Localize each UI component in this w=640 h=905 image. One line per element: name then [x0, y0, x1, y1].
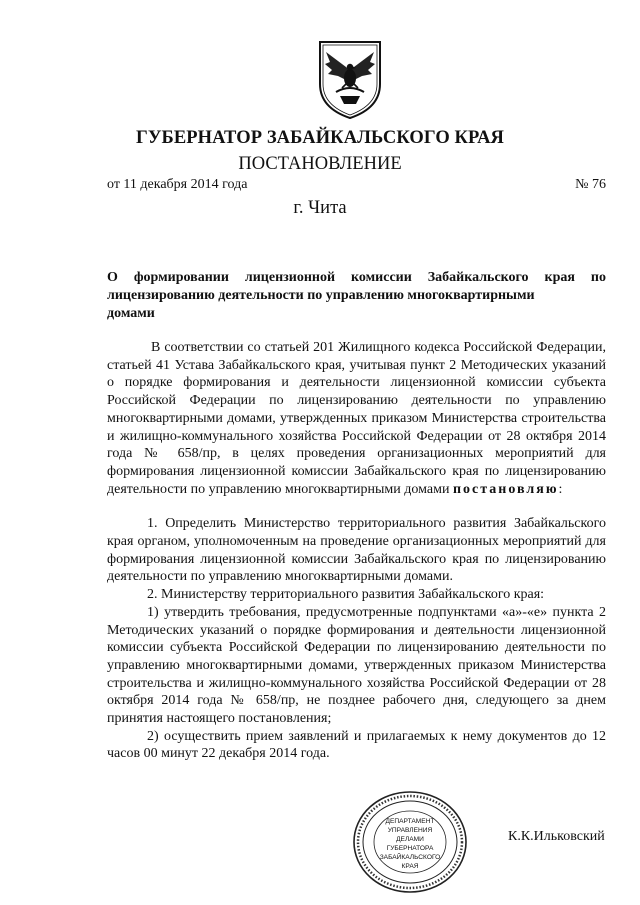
document-body — [107, 339, 606, 763]
heading-line-3: домами — [107, 306, 155, 321]
page-title: ГУБЕРНАТОР ЗАБАЙКАЛЬСКОГО КРАЯ — [135, 128, 505, 148]
official-stamp — [352, 790, 468, 894]
item-2-2: 2) осуществить прием заявлений и прилагаемых к нему документов до 12 часов 00 минут 22 декабря 2014 года. — [107, 728, 606, 762]
heading-line-2: лицензированию деятельности по управлению многоквартирными — [107, 288, 535, 303]
document-heading — [107, 269, 606, 323]
coat-of-arms-icon — [316, 40, 384, 120]
heading-line-1: О формировании лицензионной комиссии Забайкальского края по — [107, 270, 606, 285]
document-date: от 11 декабря 2014 года — [107, 177, 248, 192]
stamp-line-3: ДЕЛАМИ — [396, 836, 424, 843]
stamp-line-6: КРАЯ — [401, 863, 419, 870]
signature-name: К.К.Ильковский — [508, 829, 605, 844]
document-city: г. Чита — [293, 198, 347, 218]
item-1: 1. Определить Министерство территориального развития Забайкальского края органом, уполномоченным на проведение организационных мероприятий для формирования лицензионной комиссии Забайкальского края по лицензированию деятельности по управлению многоквартирными домами. — [107, 516, 606, 585]
intro-paragraph — [107, 339, 606, 498]
document-type: ПОСТАНОВЛЕНИЕ — [238, 154, 402, 174]
intro-text: В соответствии со статьей 201 Жилищного кодекса Российской Федерации, статьей 41 Устава Забайкальского края, учитывая пункт 2 Методических указаний о порядке формирования и деятельности лицензионной комиссии субъекта Российской Федерации по лицензированию деятельности по управлению многоквартирными домами, утвержденных приказом Министерства строительства и жилищно-коммунального хозяйства Российской Федерации от 28 октября 2014 года № 658/пр, в целях проведения организационных мероприятий для формирования лицензионной комиссии Забайкальского края по лицензированию деятельности по управлению многоквартирными домами — [107, 340, 606, 497]
stamp-line-5: ЗАБАЙКАЛЬСКОГО — [379, 854, 441, 861]
stamp-line-4: ГУБЕРНАТОРА — [386, 845, 434, 852]
item-2: 2. Министерству территориального развития Забайкальского края: — [147, 587, 545, 603]
document-number: № 76 — [575, 177, 606, 192]
item-2-1: 1) утвердить требования, предусмотренные подпунктами «а»-«е» пункта 2 Методических указаний о порядке формирования и деятельности лицензионной комиссии субъекта Российской Федерации по лицензированию деятельности по управлению многоквартирными домами, утвержденных приказом Министерства строительства и жилищно-коммунального хозяйства Российской Федерации от 28 октября 2014 года № 658/пр, не позднее рабочего дня, следующего за днем принятия настоящего постановления; — [107, 604, 606, 727]
stamp-line-2: УПРАВЛЕНИЯ — [387, 827, 433, 834]
stamp-line-1: ДЕПАРТАМЕНТ — [385, 818, 435, 825]
resolve-punct: : — [558, 481, 563, 497]
resolve-word: постановляю — [452, 481, 559, 497]
